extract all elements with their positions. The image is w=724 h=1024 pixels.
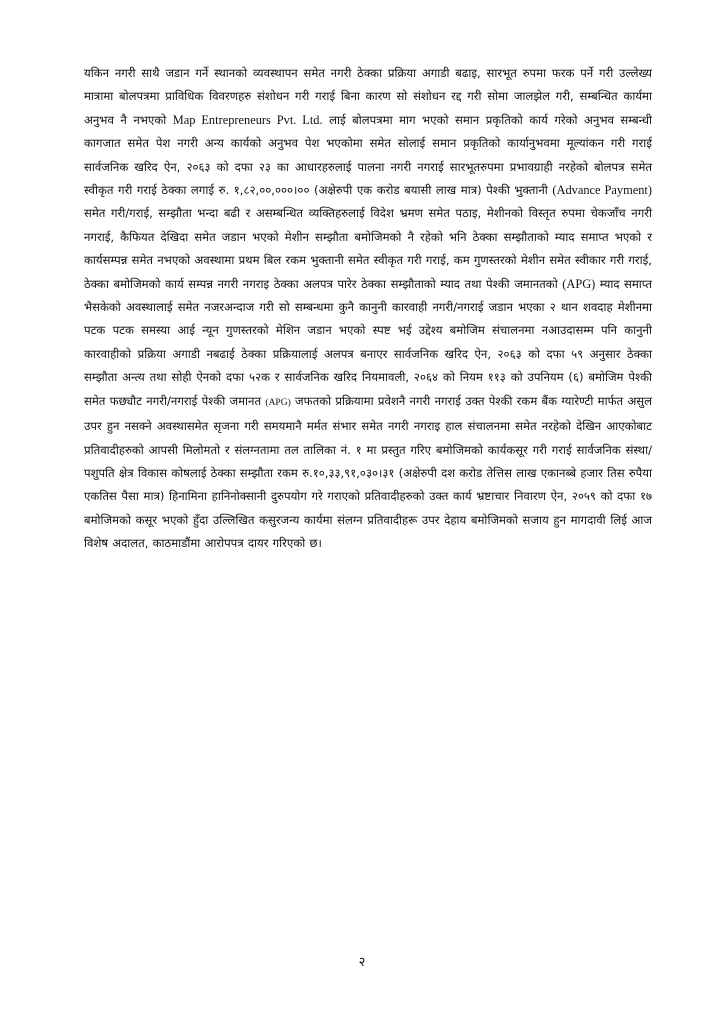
company-name: Map Entrepreneurs Pvt. Ltd. bbox=[172, 112, 323, 127]
body-paragraph bbox=[84, 62, 652, 556]
page-number: २ bbox=[358, 955, 366, 970]
paragraph-text: समेत गरी/गराई, सम्झौता भन्दा बढी र असम्बन्धित व्यक्तिहरुलाई विदेश भ्रमण समेत पठाइ, मेशीनको विस्तृत रुपमा चेकजाँच नगरी नगराई, कैफियत देखिदा समेत जडान भएको मेशीन सम्झौता बमोजिमको नै रहेको भनि ठेक्का सम्झौताको म्याद समाप्त भएको र कार्यसम्पन्न समेत नभएको अवस्थामा प्रथम बिल रकम भुक्तानी समेत स्वीकृत गरी गराई, कम गुणस्तरको मेशीन समेत स्वीकार गरी गराई, ठेक्का बमोजिमको कार्य सम्पन्न नगरी नगराइ ठेक्का अलपत्र पारेर ठेक्का सम्झौताको म्याद तथा पेश्की जमानतको bbox=[84, 206, 652, 291]
paragraph-text: लाई बोलपत्रमा माग भएको समान प्रकृतिको कार्य गरेको अनुभव सम्बन्धी कागजात समेत पेश नगरी अन्य कार्यको अनुभव पेश भएकोमा समेत सोलाई समान प्रकृतिको कार्यानुभवमा मूल्यांकन गरी गराई सार्वजनिक खरिद ऐन, २०६३ को दफा २३ का आधारहरुलाई पालना नगरी नगराई सारभूतरुपमा प्रभावग्राही नरहेको बोलपत्र समेत स्वीकृत गरी गराई ठेक्का लगाई रु. १,८२,००,०००।०० (अक्षेरुपी एक करोड बयासी लाख मात्र) पेश्की भुक्तानी bbox=[84, 112, 652, 198]
paragraph-text: म्याद समाप्त भैसकेको अवस्थालाई समेत नजरअन्दाज गरी सो सम्बन्धमा कुनै कानुनी कारवाही नगरी/नगराई जडान भएका २ थान शवदाह मेशीनमा पटक पटक समस्या आई न्यून गुणस्तरको मेशिन जडान भएको स्पष्ट भई उद्देश्य बमोजिम संचालनमा नआउदासम्म पनि कानुनी कारवाहीको प्रक्रिया अगाडी नबढाई ठेक्का प्रक्रियालाई अलपत्र बनाएर सार्वजनिक खरिद ऐन, २०६३ को दफा ५९ अनुसार ठेक्का सम्झौता अन्त्य तथा सोही ऐनको दफा ५२क र सार्वजनिक खरिद नियमावली, २०६४ को नियम ११३ को उपनियम (६) बमोजिम पेश्की समेत फछ्यौट नगरी/नगराई पेश्की जमानत bbox=[84, 276, 652, 408]
paragraph-text: यकिन नगरी साथै जडान गर्ने स्थानको व्यवस्थापन समेत नगरी ठेक्का प्रक्रिया अगाडी बढाइ, सारभूत रुपमा फरक पर्ने गरी उल्लेख्य मात्रामा बोलपत्रमा प्राविधिक विवरणहरु संशोधन गरी गराई बिना कारण सो संशोधन रद्द गरी सोमा जालझेल गरी, सम्बन्धित कार्यमा अनुभव नै नभएको bbox=[84, 66, 652, 127]
paragraph-text: जफतको प्रक्रियामा प्रवेशनै नगरी नगराई उक्त पेश्की रकम बैंक ग्यारेण्टी मार्फत असुल उपर हुन नसक्ने अवस्थासमेत सृजना गरी समयमानै मर्मत संभार समेत नगरी नगराइ हाल संचालनमा समेत नरहेको देखिन आएकोबाट प्रतिवादीहरुको आपसी मिलोमतो र संलग्नतामा तल तालिका नं. १ मा प्रस्तुत गरिए बमोजिमको कार्यकसूर गरी गराई सार्वजनिक संस्था/पशुपति क्षेत्र विकास कोषलाई ठेक्का सम्झौता रकम रु.१०,३३,९१,०३०।३१ (अक्षेरुपी दश करोड तेत्तिस लाख एकानब्बे हजार तिस रुपैया एकतिस पैसा मात्र) हिनामिना हानिनोक्सानी दुरुपयोग गरे गराएको प्रतिवादीहरुको उक्त कार्य भ्रष्टाचार निवारण ऐन, २०५९ को दफा १७ बमोजिमको कसूर भएको हुँदा उल्लिखित कसुरजन्य कार्यमा संलग्न प्रतिवादीहरू उपर देहाय बमोजिमको सजाय हुन मागदावी लिई आज विशेष अदालत, काठमाडौंमा आरोपपत्र दायर गरिएको छ। bbox=[84, 393, 652, 551]
apg-term: (APG) bbox=[562, 276, 596, 291]
advance-payment-term: (Advance Payment) bbox=[552, 183, 652, 198]
apg-term-small: (APG) bbox=[265, 397, 291, 408]
